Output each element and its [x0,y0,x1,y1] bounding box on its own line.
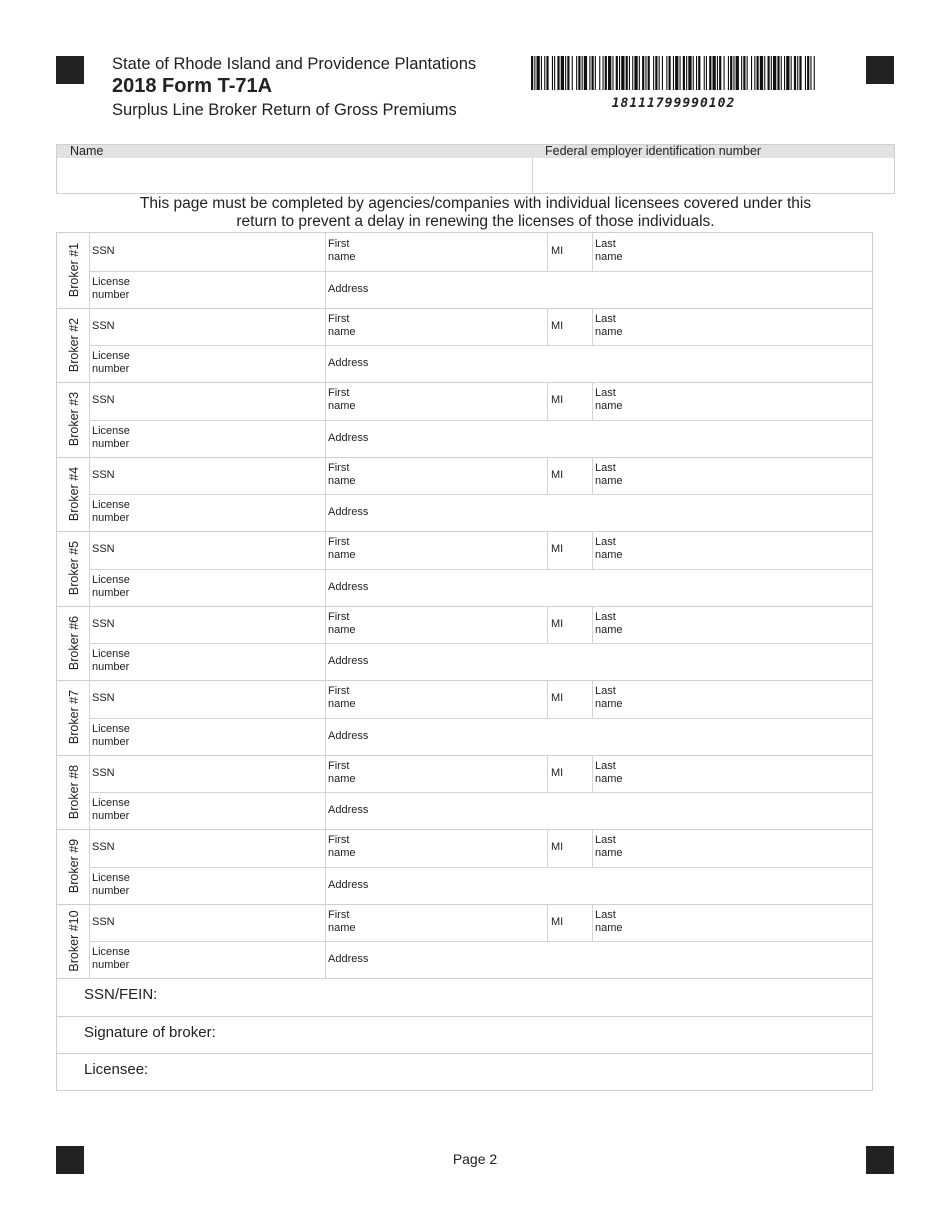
license-label-1: License [92,871,130,884]
barcode-bar [567,56,569,90]
license-label-2: number [92,661,130,673]
barcode-bar [666,56,667,90]
barcode-bar [645,56,646,90]
barcode-bar [648,56,650,90]
broker-label-3 [57,382,90,457]
barcode-bar [781,56,782,90]
ssn-field-1[interactable]: SSN [92,245,115,257]
last-name-label-1: Last [595,461,616,474]
barcode-bar [709,56,711,90]
first-name-label-2: name [328,325,356,338]
barcode-bar [771,56,772,90]
address-field-10[interactable]: Address [328,953,369,965]
last-name-label-2: name [595,772,623,785]
signature-of-broker-field[interactable]: Signature of broker: [84,1023,216,1041]
barcode-bar [799,56,801,90]
first-name-label-2: name [328,474,356,487]
barcode-bar [698,56,700,90]
broker-block-divider [57,904,872,905]
broker-label-5 [57,531,90,606]
license-label-2: number [92,512,130,524]
broker-subrow-divider [90,271,872,272]
first-name-label-2: name [328,772,356,785]
barcode-bar [605,56,607,90]
last-name-label-2: name [595,474,623,487]
barcode-bar [686,56,687,90]
ssn-field-2[interactable]: SSN [92,319,115,332]
mi-divider [547,457,548,495]
mi-field-1[interactable]: MI [551,245,564,257]
barcode-bar [675,56,678,90]
first-name-label-2: name [328,847,356,859]
barcode-bar [741,56,742,90]
last-name-divider [592,606,593,644]
barcode-bar [807,56,809,90]
barcode-bar [582,56,583,90]
first-name-label-1: First [328,908,350,921]
bottom-row-divider [57,1016,872,1017]
license-label-2: number [92,810,130,822]
broker-label-6 [57,606,90,681]
broker-label-text: Broker #1 [66,243,81,298]
ssn-field-10[interactable]: SSN [92,915,115,928]
address-field-1[interactable]: Address [328,282,369,295]
barcode-bar [751,56,752,90]
name-label: Name [70,144,104,158]
barcode-bar [724,56,725,90]
name-fein-box [56,144,895,194]
address-field-2[interactable]: Address [328,357,369,369]
barcode-bar [659,56,660,90]
page-number: Page 2 [452,1151,498,1167]
last-name-divider [592,457,593,495]
first-name-label-2: name [328,623,356,636]
barcode-bar [576,56,577,90]
license-label-2: number [92,437,130,450]
broker-label-8 [57,755,90,830]
barcode-bar [764,56,765,90]
ssn-field-8[interactable]: SSN [92,766,115,779]
instructions-line-2: return to prevent a delay in renewing the licenses of those individuals. [236,213,715,230]
barcode-bar [797,56,798,90]
barcode-bar [794,56,796,90]
barcode-bar [730,56,732,90]
barcode-bar [743,56,745,90]
broker-label-10 [57,904,90,979]
barcode-bar [619,56,620,90]
address-field-7[interactable]: Address [328,729,369,742]
barcode-bar [760,56,763,90]
license-label-2: number [92,959,130,971]
license-label-2: number [92,363,130,375]
barcode-bar [592,56,594,90]
last-name-divider [592,755,593,793]
broker-label-text: Broker #3 [66,392,81,447]
broker-subrow-divider [90,420,872,421]
ssn-field-3[interactable]: SSN [92,394,115,406]
barcode-bar [572,56,573,90]
licensee-field[interactable]: Licensee: [84,1061,149,1078]
broker-subrow-divider [90,718,872,719]
broker-label-9 [57,829,90,904]
barcode-bar [537,56,540,90]
barcode-bar [546,56,548,90]
barcode-bar [531,56,533,90]
address-field-3[interactable]: Address [328,431,369,444]
barcode-bar [757,56,759,90]
address-field-5[interactable]: Address [328,580,369,593]
barcode-bar [747,56,748,90]
bottom-row-divider [57,1053,872,1054]
last-name-label-1: Last [595,908,616,921]
mi-divider [547,755,548,793]
barcode-bar [736,56,739,90]
last-name-divider [592,382,593,420]
first-name-label-2: name [328,549,356,561]
broker-label-text: Broker #8 [66,764,81,819]
license-label-1: License [92,648,130,660]
license-label-1: License [92,275,130,288]
first-name-label-2: name [328,251,356,263]
first-name-label-1: First [328,312,350,325]
barcode-bar [629,56,630,90]
ssn-field-4[interactable]: SSN [92,468,115,481]
mi-field-5[interactable]: MI [551,543,564,555]
broker-grid [56,232,873,1091]
last-name-label-2: name [595,698,623,710]
last-name-label-1: Last [595,610,616,623]
first-name-label-2: name [328,400,356,412]
barcode-bar [784,56,785,90]
last-name-label-2: name [595,251,623,263]
barcode-bar [608,56,611,90]
barcode-bar [662,56,663,90]
barcode-bar [683,56,685,90]
last-name-divider [592,308,593,346]
first-name-label-1: First [328,759,350,772]
last-name-label-2: name [595,325,623,338]
last-name-label-2: name [595,847,623,859]
broker-label-text: Broker #5 [66,541,81,596]
first-name-label-1: First [328,387,350,399]
broker-label-text: Broker #10 [66,910,81,972]
barcode-bar [612,56,613,90]
barcode-bar [680,56,681,90]
broker-block-divider [57,308,872,309]
broker-subrow-divider [90,941,872,942]
ssn-field-5[interactable]: SSN [92,543,115,555]
license-label-1: License [92,424,130,437]
fein-label: Federal employer identification number [545,144,762,158]
last-name-label-1: Last [595,387,616,399]
barcode-bar [713,56,716,90]
barcode-bar [578,56,580,90]
address-field-9[interactable]: Address [328,878,369,891]
broker-subrow-divider [90,867,872,868]
name-divider [532,158,533,194]
barcode-bar [655,56,657,90]
broker-block-divider [57,457,872,458]
broker-label-1 [57,233,90,308]
barcode-bar [810,56,811,90]
form-subtitle: Surplus Line Broker Return of Gross Premiums [112,101,457,119]
ssn-field-7[interactable]: SSN [92,692,115,704]
broker-block-divider [57,382,872,383]
license-label-2: number [92,735,130,748]
last-name-label-1: Last [595,536,616,548]
mi-field-9[interactable]: MI [551,841,564,853]
barcode-bar [557,56,559,90]
last-name-label-2: name [595,549,623,561]
instructions-line-1: This page must be completed by agencies/companies with individual licensees covered under this [139,195,812,212]
barcode-bar [565,56,566,90]
barcode-bar [777,56,779,90]
barcode-bar [552,56,553,90]
license-label-1: License [92,722,130,735]
last-name-label-2: name [595,921,623,934]
barcode-bar [754,56,755,90]
last-name-label-1: Last [595,685,616,697]
broker-label-text: Broker #7 [66,690,81,745]
last-name-divider [592,233,593,271]
license-label-1: License [92,946,130,958]
barcode-number: 18111799990102 [611,96,736,111]
form-title: 2018 Form T-71A [112,75,273,97]
last-name-divider [592,680,593,718]
license-label-2: number [92,884,130,897]
barcode-bar [616,56,618,90]
first-name-label-1: First [328,610,350,623]
first-name-label-1: First [328,461,350,474]
ssn-field-9[interactable]: SSN [92,841,115,853]
barcode-bar [632,56,633,90]
barcode-bar [719,56,721,90]
barcode-bar [639,56,640,90]
last-name-divider [592,904,593,942]
barcode-image [531,56,816,90]
broker-block-divider [57,531,872,532]
barcode-bar [626,56,628,90]
barcode-bar [706,56,707,90]
broker-label-7 [57,680,90,755]
broker-label-text: Broker #6 [66,615,81,670]
first-name-label-1: First [328,685,350,697]
barcode-bar [642,56,644,90]
last-name-label-2: name [595,623,623,636]
mi-divider [547,829,548,867]
last-name-divider [592,829,593,867]
mi-divider [547,382,548,420]
broker-label-4 [57,457,90,532]
last-name-divider [592,531,593,569]
ssn-field-6[interactable]: SSN [92,617,115,630]
address-field-4[interactable]: Address [328,506,369,518]
barcode-bar [768,56,770,90]
license-label-2: number [92,586,130,599]
barcode-bar [693,56,694,90]
license-label-1: License [92,573,130,586]
last-name-label-2: name [595,400,623,412]
barcode-bar [814,56,815,90]
address-field-6[interactable]: Address [328,655,369,667]
barcode-bar [584,56,587,90]
barcode-bar [669,56,671,90]
first-name-label-2: name [328,921,356,934]
broker-block-divider [57,978,872,979]
barcode-bar [621,56,624,90]
barcode-bar [653,56,654,90]
barcode-bar [728,56,729,90]
barcode-bar [589,56,590,90]
barcode-bar [595,56,596,90]
ssn-fein-field[interactable]: SSN/FEIN: [84,986,158,1003]
last-name-label-1: Last [595,834,616,846]
first-name-label-1: First [328,536,350,548]
last-name-label-1: Last [595,759,616,772]
barcode-bar [603,56,604,90]
mi-divider [547,308,548,346]
license-label-1: License [92,499,130,511]
barcode-bar [534,56,535,90]
broker-block-divider [57,680,872,681]
barcode-bar [673,56,674,90]
barcode-bar [634,56,637,90]
mi-field-2[interactable]: MI [551,319,564,332]
barcode-bar [561,56,564,90]
broker-subrow-divider [90,569,872,570]
broker-block-divider [57,606,872,607]
broker-label-text: Broker #2 [66,317,81,372]
barcode-bar [717,56,718,90]
mi-field-3[interactable]: MI [551,394,564,406]
last-name-label-1: Last [595,312,616,325]
broker-subrow-divider [90,345,872,346]
barcode-bar [541,56,542,90]
broker-block-divider [57,755,872,756]
mi-divider [547,904,548,942]
broker-label-text: Broker #9 [66,839,81,894]
barcode-bar [805,56,806,90]
name-header-bar [57,145,894,158]
license-label-1: License [92,350,130,362]
mi-field-7[interactable]: MI [551,692,564,704]
barcode-bar [791,56,792,90]
mi-divider [547,680,548,718]
broker-label-2 [57,308,90,383]
broker-block-divider [57,829,872,830]
address-field-8[interactable]: Address [328,804,369,816]
barcode-bar [786,56,789,90]
mi-field-10[interactable]: MI [551,915,564,928]
broker-subrow-divider [90,494,872,495]
barcode-bar [688,56,691,90]
last-name-label-1: Last [595,238,616,250]
barcode-bar [773,56,776,90]
barcode-bar [554,56,555,90]
mi-field-8[interactable]: MI [551,766,564,779]
broker-label-text: Broker #4 [66,466,81,521]
registration-mark-top-left [56,56,84,84]
state-name: State of Rhode Island and Providence Plantations [112,55,477,73]
barcode-bar [733,56,734,90]
license-label-1: License [92,797,130,809]
barcode-bar [544,56,545,90]
barcode-bar [704,56,705,90]
broker-subrow-divider [90,643,872,644]
first-name-label-1: First [328,238,350,250]
instructions [56,195,895,231]
license-label-2: number [92,288,130,301]
barcode-bar [696,56,697,90]
mi-divider [547,606,548,644]
broker-subrow-divider [90,792,872,793]
mi-divider [547,233,548,271]
mi-field-4[interactable]: MI [551,468,564,481]
first-name-label-1: First [328,834,350,846]
registration-mark-top-right [866,56,894,84]
mi-field-6[interactable]: MI [551,617,564,630]
barcode-bar [599,56,600,90]
mi-divider [547,531,548,569]
first-name-label-2: name [328,698,356,710]
